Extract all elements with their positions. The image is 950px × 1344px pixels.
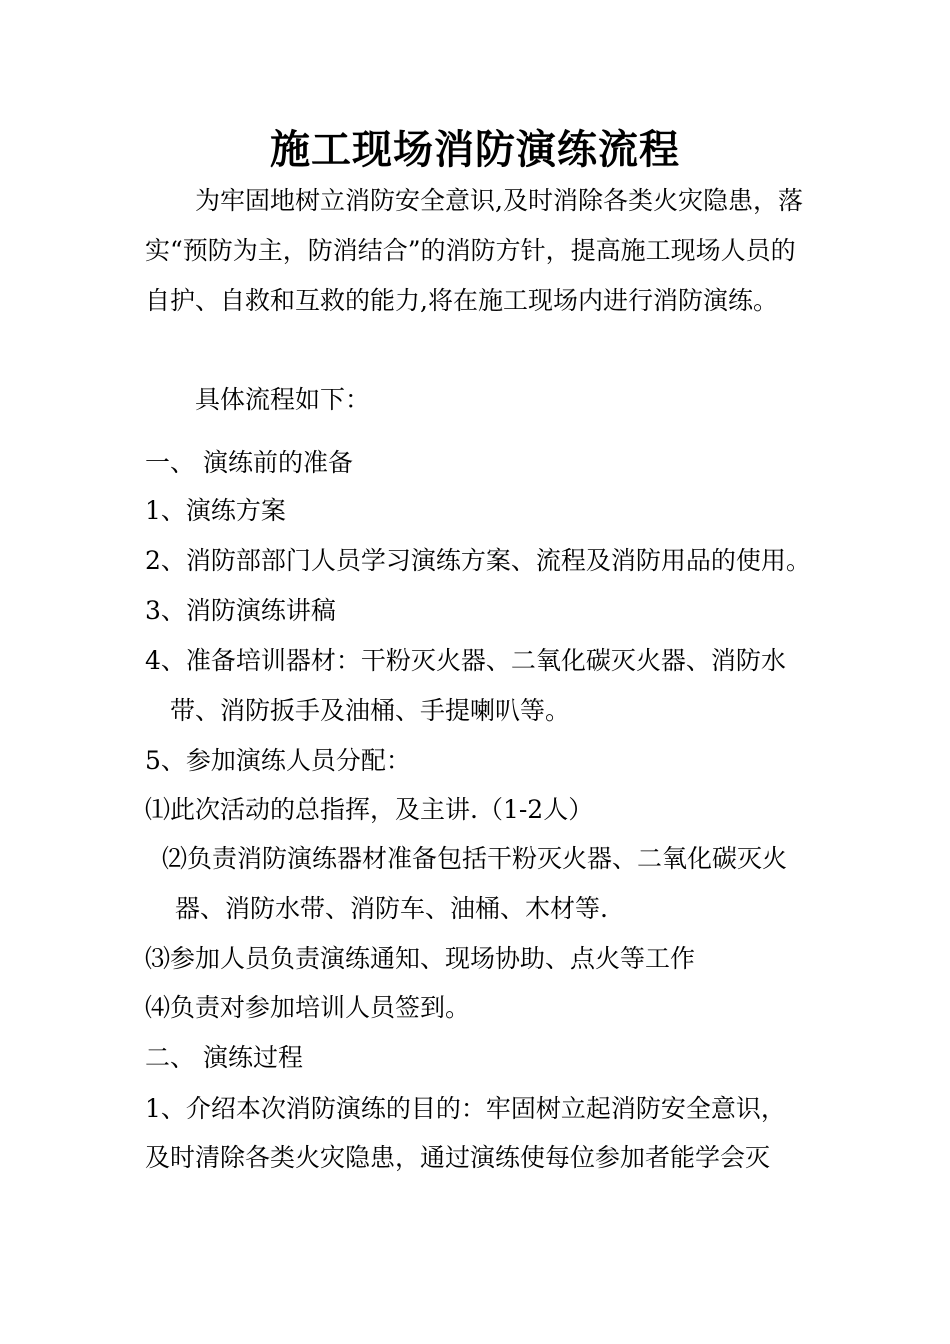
document-title: 施工现场消防演练流程 <box>270 126 680 173</box>
intro-paragraph: 为牢固地树立消防安全意识,及时消除各类火灾隐患，落实“预防为主，防消结合”的消防方针，提高施工现场人员的自护、自救和互救的能力,将在施工现场内进行消防演练。 <box>145 186 803 315</box>
list-item: ⑵负责消防演练器材准备包括干粉灭火器、二氧化碳灭火 <box>162 844 788 873</box>
list-item: ⑷负责对参加培训人员签到。 <box>145 993 471 1022</box>
list-item: 器、消防水带、消防车、油桶、木材等. <box>175 894 608 923</box>
section-heading-preparation: 一、 演练前的准备 <box>145 448 353 477</box>
flow-intro: 具体流程如下： <box>195 385 371 414</box>
section-heading-process: 二、 演练过程 <box>145 1043 303 1072</box>
list-item: 2、消防部部门人员学习演练方案、流程及消防用品的使用。 <box>145 546 811 575</box>
list-item: 1、演练方案 <box>145 496 286 525</box>
list-item: 及时清除各类火灾隐患，通过演练使每位参加者能学会灭 <box>145 1143 771 1172</box>
list-item: 带、消防扳手及油桶、手提喇叭等。 <box>170 696 571 725</box>
list-item: 3、消防演练讲稿 <box>145 596 336 625</box>
list-item: ⑴此次活动的总指挥，及主讲.（1-2人） <box>145 795 594 824</box>
list-item: 5、参加演练人员分配： <box>145 746 411 775</box>
list-item: ⑶参加人员负责演练通知、现场协助、点火等工作 <box>145 944 696 973</box>
list-item: 4、准备培训器材：干粉灭火器、二氧化碳灭火器、消防水 <box>145 646 786 675</box>
list-item: 1、介绍本次消防演练的目的：牢固树立起消防安全意识， <box>145 1094 786 1123</box>
